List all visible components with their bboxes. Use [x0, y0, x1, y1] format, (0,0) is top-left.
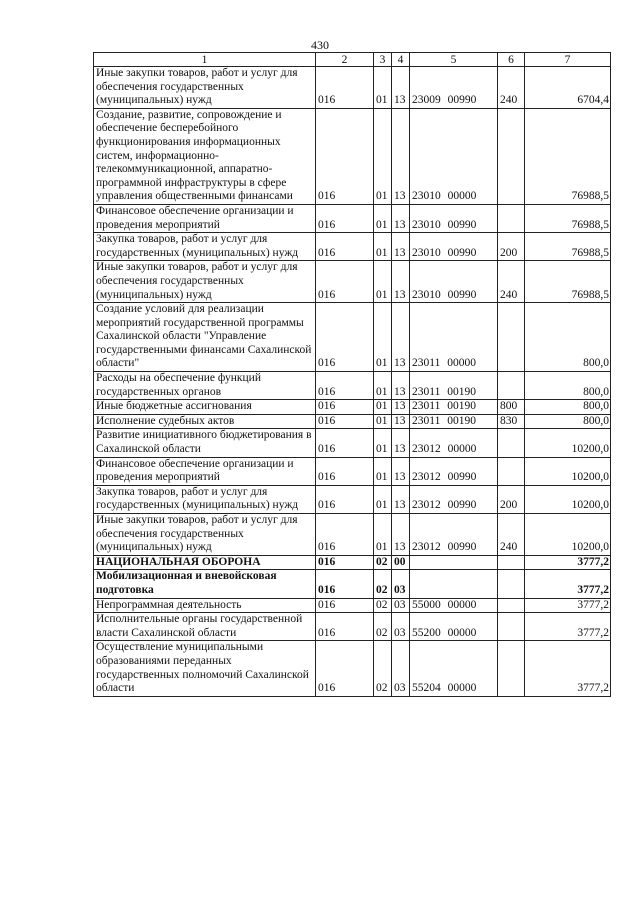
subsection-code: 13 — [392, 457, 410, 485]
expense-type-code — [498, 598, 525, 613]
admin-code: 016 — [316, 485, 374, 513]
amount: 3777,2 — [525, 613, 611, 641]
admin-code: 016 — [316, 555, 374, 570]
admin-code: 016 — [316, 570, 374, 598]
row-name: НАЦИОНАЛЬНАЯ ОБОРОНА — [94, 555, 316, 570]
target-article-code: 23012 00990 — [410, 514, 498, 556]
amount: 10200,0 — [525, 514, 611, 556]
section-code: 02 — [374, 570, 392, 598]
section-code: 01 — [374, 514, 392, 556]
table-row — [94, 514, 611, 556]
table-row — [94, 457, 611, 485]
subsection-code: 13 — [392, 514, 410, 556]
row-name: Расходы на обеспечение функций государственных органов — [94, 372, 316, 400]
target-article-code: 23010 00000 — [410, 108, 498, 204]
table-row — [94, 414, 611, 429]
amount: 3777,2 — [525, 641, 611, 696]
target-article-code: 55000 00000 — [410, 598, 498, 613]
subsection-code: 03 — [392, 613, 410, 641]
target-article-code: 23009 00990 — [410, 67, 498, 109]
subsection-code: 13 — [392, 400, 410, 415]
admin-code: 016 — [316, 372, 374, 400]
header-cell-6: 6 — [498, 53, 525, 67]
row-name: Создание, развитие, сопровождение и обеспечение бесперебойного функционирования информационных систем, информационно-телекоммуникационной, аппаратно-программной инфраструктуры в сфере управления общественными финансами — [94, 108, 316, 204]
expense-type-code — [498, 108, 525, 204]
expense-type-code — [498, 303, 525, 372]
row-name: Исполнение судебных актов — [94, 414, 316, 429]
expense-type-code: 240 — [498, 261, 525, 303]
admin-code: 016 — [316, 233, 374, 261]
table-row — [94, 233, 611, 261]
admin-code: 016 — [316, 598, 374, 613]
target-article-code — [410, 570, 498, 598]
row-name: Закупка товаров, работ и услуг для государственных (муниципальных) нужд — [94, 485, 316, 513]
admin-code: 016 — [316, 613, 374, 641]
admin-code: 016 — [316, 514, 374, 556]
target-article-code: 23010 00990 — [410, 261, 498, 303]
subsection-code: 13 — [392, 372, 410, 400]
section-code: 01 — [374, 485, 392, 513]
subsection-code: 13 — [392, 485, 410, 513]
page-number: 430 — [311, 38, 329, 52]
row-name: Иные закупки товаров, работ и услуг для обеспечения государственных (муниципальных) нужд — [94, 514, 316, 556]
header-row — [94, 53, 611, 67]
target-article-code: 23011 00190 — [410, 372, 498, 400]
subsection-code: 13 — [392, 429, 410, 457]
section-code: 01 — [374, 303, 392, 372]
table-row — [94, 261, 611, 303]
admin-code: 016 — [316, 204, 374, 232]
section-code: 02 — [374, 598, 392, 613]
subsection-code: 03 — [392, 570, 410, 598]
table-row — [94, 485, 611, 513]
table-row — [94, 613, 611, 641]
row-name: Мобилизационная и вневойсковая подготовка — [94, 570, 316, 598]
header-cell-4: 4 — [392, 53, 410, 67]
table-row — [94, 303, 611, 372]
subsection-code: 13 — [392, 108, 410, 204]
target-article-code: 23012 00000 — [410, 429, 498, 457]
amount: 76988,5 — [525, 261, 611, 303]
table-row — [94, 108, 611, 204]
target-article-code: 23012 00990 — [410, 485, 498, 513]
subsection-code: 13 — [392, 67, 410, 109]
section-code: 01 — [374, 233, 392, 261]
section-code: 01 — [374, 414, 392, 429]
section-code: 02 — [374, 613, 392, 641]
row-name: Финансовое обеспечение организации и проведения мероприятий — [94, 457, 316, 485]
table-row — [94, 372, 611, 400]
expense-type-code — [498, 570, 525, 598]
row-name: Развитие инициативного бюджетирования в Сахалинской области — [94, 429, 316, 457]
table-row — [94, 598, 611, 613]
section-code: 01 — [374, 429, 392, 457]
row-name: Исполнительные органы государственной власти Сахалинской области — [94, 613, 316, 641]
expense-type-code: 240 — [498, 67, 525, 109]
expense-type-code — [498, 372, 525, 400]
row-name: Финансовое обеспечение организации и проведения мероприятий — [94, 204, 316, 232]
amount: 800,0 — [525, 414, 611, 429]
subsection-code: 13 — [392, 233, 410, 261]
section-code: 01 — [374, 457, 392, 485]
expense-type-code: 200 — [498, 485, 525, 513]
target-article-code: 55200 00000 — [410, 613, 498, 641]
table-row — [94, 641, 611, 696]
table-row — [94, 570, 611, 598]
subsection-code: 03 — [392, 598, 410, 613]
subsection-code: 13 — [392, 303, 410, 372]
section-code: 01 — [374, 261, 392, 303]
expense-type-code — [498, 641, 525, 696]
row-name: Иные закупки товаров, работ и услуг для обеспечения государственных (муниципальных) нужд — [94, 67, 316, 109]
budget-table — [93, 52, 611, 697]
header-cell-1: 1 — [94, 53, 316, 67]
expense-type-code — [498, 613, 525, 641]
admin-code: 016 — [316, 414, 374, 429]
amount: 76988,5 — [525, 108, 611, 204]
subsection-code: 13 — [392, 204, 410, 232]
expense-type-code — [498, 204, 525, 232]
section-code: 01 — [374, 108, 392, 204]
amount: 3777,2 — [525, 555, 611, 570]
header-cell-2: 2 — [316, 53, 374, 67]
section-code: 02 — [374, 555, 392, 570]
target-article-code — [410, 555, 498, 570]
header-cell-3: 3 — [374, 53, 392, 67]
row-name: Иные бюджетные ассигнования — [94, 400, 316, 415]
admin-code: 016 — [316, 457, 374, 485]
admin-code: 016 — [316, 303, 374, 372]
table-row — [94, 400, 611, 415]
expense-type-code: 200 — [498, 233, 525, 261]
row-name: Закупка товаров, работ и услуг для государственных (муниципальных) нужд — [94, 233, 316, 261]
header-cell-5: 5 — [410, 53, 498, 67]
header-cell-7: 7 — [525, 53, 611, 67]
amount: 6704,4 — [525, 67, 611, 109]
subsection-code: 13 — [392, 261, 410, 303]
section-code: 01 — [374, 400, 392, 415]
amount: 10200,0 — [525, 429, 611, 457]
amount: 800,0 — [525, 372, 611, 400]
admin-code: 016 — [316, 400, 374, 415]
admin-code: 016 — [316, 429, 374, 457]
table-row — [94, 555, 611, 570]
amount: 3777,2 — [525, 570, 611, 598]
subsection-code: 03 — [392, 641, 410, 696]
target-article-code: 23011 00190 — [410, 414, 498, 429]
target-article-code: 23012 00990 — [410, 457, 498, 485]
admin-code: 016 — [316, 641, 374, 696]
section-code: 01 — [374, 204, 392, 232]
expense-type-code: 240 — [498, 514, 525, 556]
amount: 3777,2 — [525, 598, 611, 613]
section-code: 01 — [374, 372, 392, 400]
table-row — [94, 429, 611, 457]
table-row — [94, 67, 611, 109]
expense-type-code — [498, 457, 525, 485]
target-article-code: 23011 00190 — [410, 400, 498, 415]
row-name: Иные закупки товаров, работ и услуг для обеспечения государственных (муниципальных) нужд — [94, 261, 316, 303]
admin-code: 016 — [316, 261, 374, 303]
target-article-code: 55204 00000 — [410, 641, 498, 696]
expense-type-code — [498, 555, 525, 570]
expense-type-code: 800 — [498, 400, 525, 415]
subsection-code: 00 — [392, 555, 410, 570]
section-code: 01 — [374, 67, 392, 109]
admin-code: 016 — [316, 67, 374, 109]
expense-type-code: 830 — [498, 414, 525, 429]
admin-code: 016 — [316, 108, 374, 204]
amount: 10200,0 — [525, 457, 611, 485]
amount: 800,0 — [525, 400, 611, 415]
row-name: Создание условий для реализации мероприятий государственной программы Сахалинской области "Управление государственными финансами Сахалинской области" — [94, 303, 316, 372]
section-code: 02 — [374, 641, 392, 696]
table-row — [94, 204, 611, 232]
target-article-code: 23011 00000 — [410, 303, 498, 372]
subsection-code: 13 — [392, 414, 410, 429]
row-name: Непрограммная деятельность — [94, 598, 316, 613]
amount: 76988,5 — [525, 233, 611, 261]
target-article-code: 23010 00990 — [410, 204, 498, 232]
row-name: Осуществление муниципальными образованиями переданных государственных полномочий Сахалинской области — [94, 641, 316, 696]
amount: 800,0 — [525, 303, 611, 372]
expense-type-code — [498, 429, 525, 457]
table-body — [94, 67, 611, 697]
target-article-code: 23010 00990 — [410, 233, 498, 261]
amount: 10200,0 — [525, 485, 611, 513]
amount: 76988,5 — [525, 204, 611, 232]
